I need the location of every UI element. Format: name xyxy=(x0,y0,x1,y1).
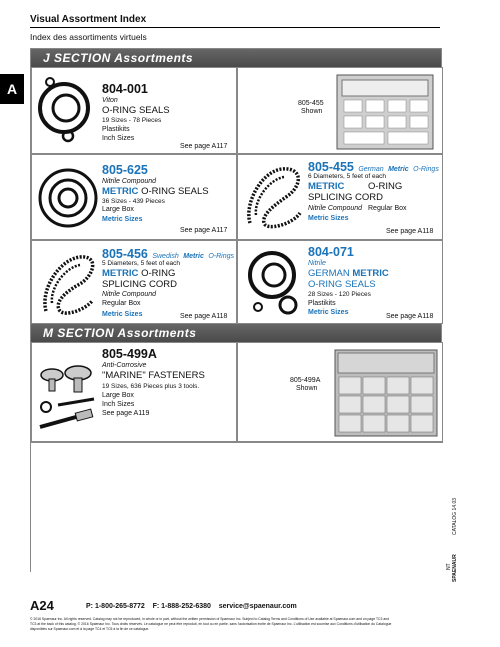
o-ring-seals-icon xyxy=(36,161,100,235)
item-804-001[interactable] xyxy=(31,67,237,154)
see-page-link[interactable]: See page A118 xyxy=(386,313,434,320)
item-805-625[interactable] xyxy=(31,154,237,240)
fax-label: F: xyxy=(152,603,160,610)
see-page-link[interactable]: See page A117 xyxy=(180,227,228,234)
item-805-455[interactable] xyxy=(237,154,443,240)
marine-fasteners-icon xyxy=(36,355,100,435)
metric-label: METRIC xyxy=(102,268,139,279)
material: Anti-Corrosive xyxy=(102,362,147,369)
desc-origin: German xyxy=(358,166,384,173)
desc-metric: Metric xyxy=(388,166,409,173)
part-number: 805-455 xyxy=(308,160,354,174)
legal-text xyxy=(30,617,470,632)
metric-label: METRIC xyxy=(308,181,345,192)
sizes: 19 Sizes, 636 Pieces plus 3 tools. xyxy=(102,383,200,390)
see-page-link[interactable]: See page A118 xyxy=(386,228,434,235)
product-name-2: SPLICING CORD xyxy=(102,279,177,290)
year-vertical: NT xyxy=(446,563,452,570)
desc-type: O-Rings xyxy=(208,253,235,260)
page-number: A24 xyxy=(30,598,54,613)
product-name: O-RING SEALS xyxy=(141,186,209,197)
photo-label: 805-499A xyxy=(290,377,321,384)
splicing-cord-icon xyxy=(36,249,102,319)
unit: Inch Sizes xyxy=(102,401,135,408)
phone-label: P: xyxy=(86,603,93,610)
unit: Metric Sizes xyxy=(102,311,143,318)
material: Viton xyxy=(102,97,118,104)
kit-type: Plastikits xyxy=(102,126,130,133)
metric-label: METRIC xyxy=(102,186,139,197)
part-number: 805-625 xyxy=(102,163,148,177)
box-type: Large Box xyxy=(102,206,134,213)
photo-shown: Shown xyxy=(296,385,318,392)
kit-type: Plastikits xyxy=(308,300,336,307)
photo-shown: Shown xyxy=(301,108,323,115)
unit: Metric Sizes xyxy=(308,309,349,316)
o-ring-seals-icon xyxy=(244,247,304,321)
unit: Metric Sizes xyxy=(102,216,143,223)
photo-805-455 xyxy=(237,67,443,154)
sizes: 19 Sizes - 78 Pieces xyxy=(102,117,162,124)
email-link[interactable]: service@spaenaur.com xyxy=(218,603,297,610)
product-name-2: SPLICING CORD xyxy=(308,192,383,203)
assortment-box-photo-icon xyxy=(336,74,434,150)
product-name: O-RING SEALS xyxy=(102,105,170,116)
desc-type: O-Rings xyxy=(413,166,439,173)
desc-origin: Swedish xyxy=(152,253,179,260)
box-type: Regular Box xyxy=(102,300,141,307)
brand-vertical: SPAENAUR xyxy=(452,554,458,582)
box-type: Regular Box xyxy=(368,205,407,212)
box-type: Large Box xyxy=(102,392,134,399)
j-section-band: J SECTION Assortments xyxy=(31,49,441,67)
desc-metric: Metric xyxy=(183,253,204,260)
item-804-071[interactable] xyxy=(237,240,443,324)
product-name-1a: GERMAN xyxy=(308,268,350,279)
compound: Nitrile Compound xyxy=(102,291,157,298)
empty-area xyxy=(31,442,443,573)
see-page-link[interactable]: See page A118 xyxy=(180,313,228,320)
item-805-456[interactable] xyxy=(31,240,237,324)
part-number: 804-071 xyxy=(308,245,354,259)
o-ring-seals-icon xyxy=(38,76,94,148)
assortment-box-photo-icon xyxy=(334,349,438,437)
part-number: 805-499A xyxy=(102,347,157,361)
product-name: "MARINE" FASTENERS xyxy=(102,370,205,381)
photo-label: 805-455 xyxy=(298,100,324,107)
assortment-grid xyxy=(30,48,442,572)
product-name-1: O-RING xyxy=(141,268,176,279)
see-page-link[interactable]: See page A117 xyxy=(180,143,228,150)
unit: Inch Sizes xyxy=(102,135,135,142)
item-805-499a[interactable] xyxy=(31,342,237,442)
sizes: 5 Diameters, 5 feet of each xyxy=(102,260,181,267)
legal-line-3: disponibles sur Spaenaur.com et à la page TC4 et TC5 à la fin de ce catalogue. xyxy=(30,627,150,631)
sizes: 36 Sizes - 439 Pieces xyxy=(102,198,165,205)
page-title: Visual Assortment Index xyxy=(30,14,147,25)
phone-number[interactable]: 1-800-265-8772 xyxy=(94,603,145,610)
part-number: 805-456 xyxy=(102,247,148,261)
legal-line-2: TC3 at the back of this catalog. © 2016 Spaenaur Inc. Tous droits réservés. Le catalogue ne peut être reproduit, en tout ou en partie, sans l'autorisation écrite de Spaenaur Inc. L'utilisation est soumise aux Conditions d'utilisation du Catalogue xyxy=(30,622,392,626)
part-number: 804-001 xyxy=(102,82,148,96)
fax-number: 1-888-252-6380 xyxy=(161,603,211,610)
m-section-band: M SECTION Assortments xyxy=(31,324,441,342)
splicing-cord-icon xyxy=(242,163,308,233)
section-tab[interactable]: A xyxy=(0,74,24,104)
legal-line-1: © 2016 Spaenaur Inc. All rights reserved. Catalog may not be reproduced, in whole or in part, without the written permission of Spaenaur Inc. Subject to Catalog Terms and Conditions of Use available at Spaenaur.com and on page TC3 and xyxy=(30,617,389,621)
material: Nitrile xyxy=(308,260,326,267)
unit: Metric Sizes xyxy=(308,215,349,222)
sizes: 6 Diameters, 5 feet of each xyxy=(308,173,387,180)
metric-label: METRIC xyxy=(352,268,389,279)
photo-805-499a xyxy=(237,342,443,442)
title-rule xyxy=(30,27,440,28)
sizes: 28 Sizes - 120 Pieces xyxy=(308,291,371,298)
page-subtitle: Index des assortiments virtuels xyxy=(30,32,147,42)
material: Nitrile Compound xyxy=(102,178,157,185)
product-name-1: O-RING xyxy=(368,181,403,192)
compound: Nitrile Compound xyxy=(308,205,363,212)
catalog-version: CATALOG 14.03 xyxy=(452,497,458,535)
product-name-2: O-RING SEALS xyxy=(308,279,376,290)
see-page-link[interactable]: See page A119 xyxy=(102,410,150,417)
